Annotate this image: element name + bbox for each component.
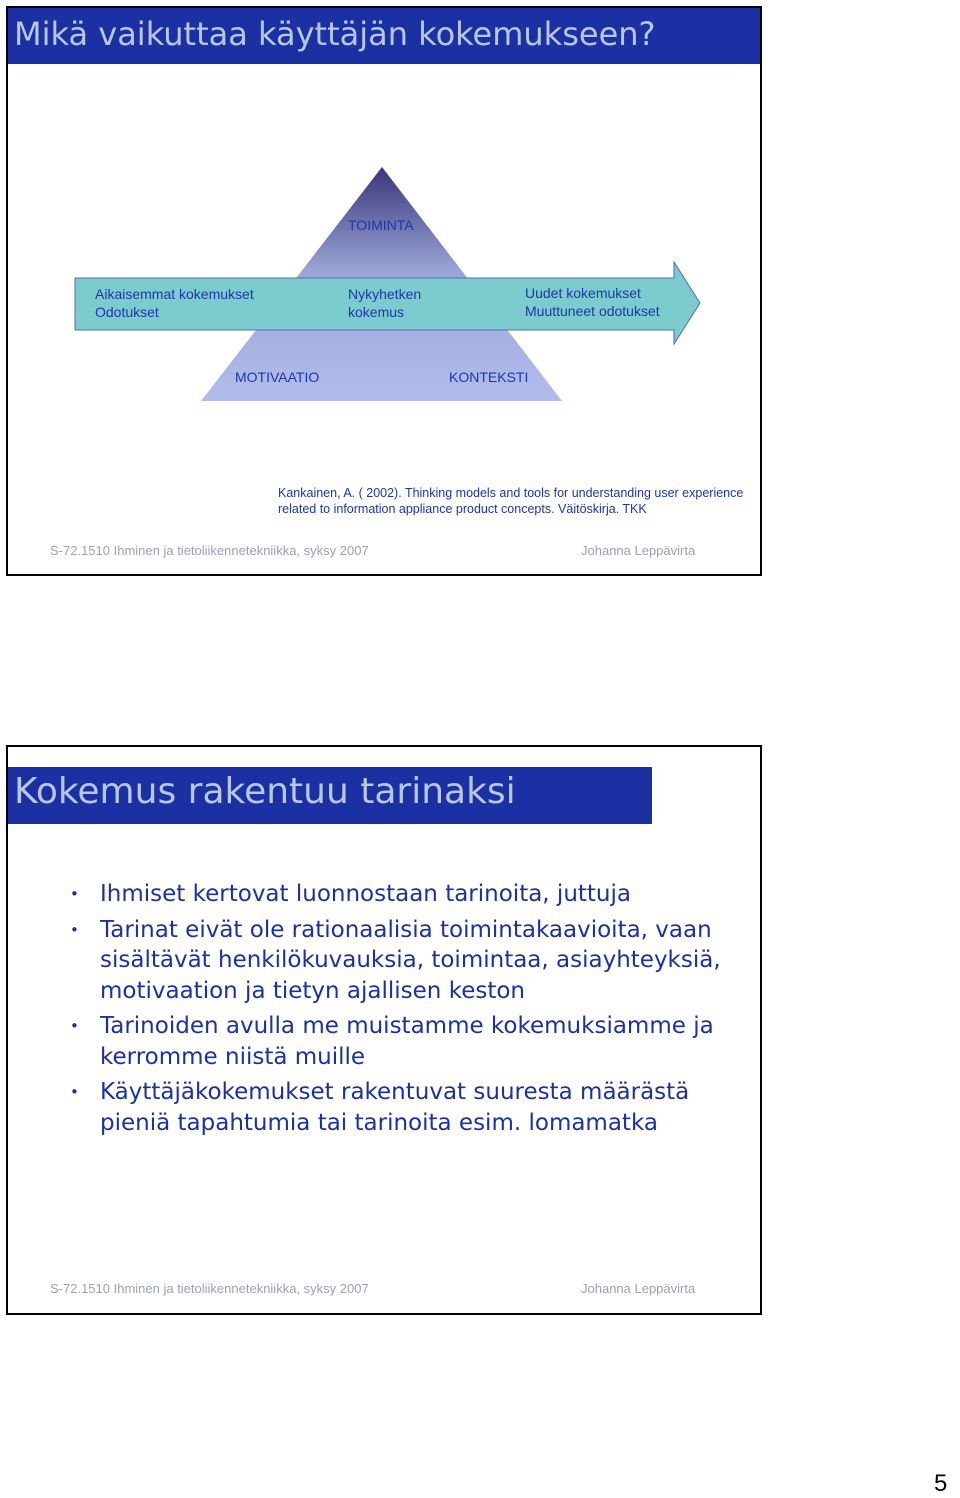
bullet-list <box>70 879 750 1143</box>
diagram-label-present-line1: Nykyhetken <box>348 286 422 302</box>
experience-diagram <box>8 8 760 478</box>
diagram-label-konteksti: KONTEKSTI <box>449 369 529 385</box>
diagram-label-future-line2: Muuttuneet odotukset <box>525 303 660 319</box>
diagram-label-past-line1: Aikaisemmat kokemukset <box>95 286 254 302</box>
bullet-item: • Tarinat eivät ole rationaalisia toimintakaavioita, vaan sisältävät henkilökuvauksia, toimintaa, asiayhteyksiä, motivaation ja tietyn ajallisen keston <box>70 915 750 1007</box>
bullet-item: • Ihmiset kertovat luonnostaan tarinoita, juttuja <box>70 879 750 910</box>
bullet-item: • Käyttäjäkokemukset rakentuvat suuresta määrästä pieniä tapahtumia tai tarinoita esim. lomamatka <box>70 1077 750 1138</box>
bullet-item: • Tarinoiden avulla me muistamme kokemuksiamme ja kerromme niistä muille <box>70 1011 750 1072</box>
slide-1 <box>6 6 762 576</box>
diagram-label-past-line2: Odotukset <box>95 304 159 320</box>
slide-1-footer-course: S-72.1510 Ihminen ja tietoliikennetekniikka, syksy 2007 <box>50 543 369 558</box>
citation <box>278 485 743 517</box>
slide-2-title: Kokemus rakentuu tarinaksi <box>8 767 652 824</box>
diagram-label-past <box>95 285 254 321</box>
slide-1-footer-author: Johanna Leppävirta <box>581 543 696 558</box>
citation-line2: related to information appliance product concepts. Väitöskirja. TKK <box>278 502 647 516</box>
diagram-label-present <box>348 285 421 321</box>
slide-2-footer-author: Johanna Leppävirta <box>581 1281 696 1296</box>
slide-2-footer-course: S-72.1510 Ihminen ja tietoliikennetekniikka, syksy 2007 <box>50 1281 369 1296</box>
diagram-label-future <box>525 284 660 320</box>
slide-2 <box>6 745 762 1315</box>
diagram-label-future-line1: Uudet kokemukset <box>525 285 641 301</box>
diagram-label-motivaatio: MOTIVAATIO <box>235 369 320 385</box>
diagram-label-present-line2: kokemus <box>348 304 405 320</box>
slide-1-title: Mikä vaikuttaa käyttäjän kokemukseen? <box>8 8 760 64</box>
page-number: 5 <box>934 1470 948 1497</box>
citation-line1: Kankainen, A. ( 2002). Thinking models and tools for understanding user experience <box>278 486 744 500</box>
diagram-label-toiminta: TOIMINTA <box>348 217 414 233</box>
